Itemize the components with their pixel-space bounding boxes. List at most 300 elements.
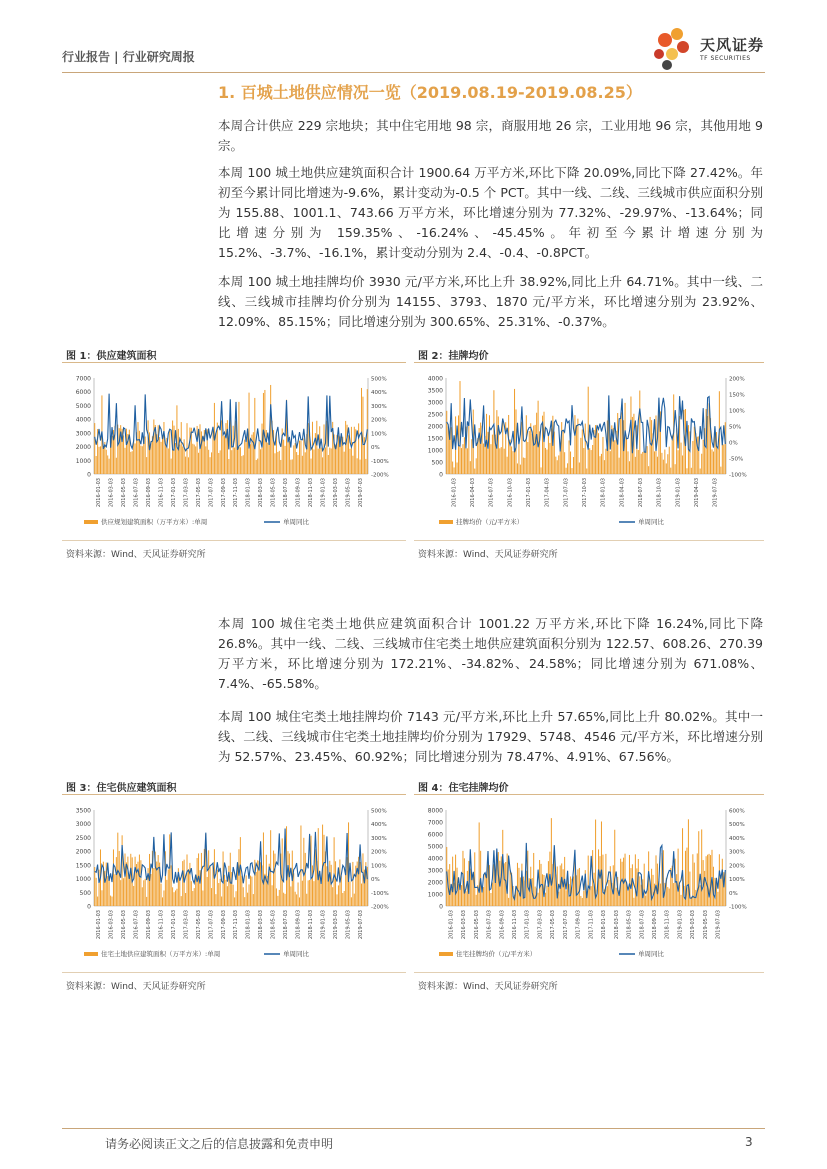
bar bbox=[486, 875, 487, 906]
bar bbox=[599, 456, 600, 474]
bar bbox=[238, 402, 239, 474]
bar bbox=[354, 894, 355, 906]
bar bbox=[543, 412, 544, 474]
left-axis-tick: 2000 bbox=[75, 848, 91, 856]
bar bbox=[717, 892, 718, 906]
left-axis-tick: 3000 bbox=[75, 821, 91, 829]
bar bbox=[722, 859, 723, 906]
left-axis-tick: 2000 bbox=[427, 879, 443, 887]
bar bbox=[244, 440, 245, 474]
x-axis-tick: 2018-05-03 bbox=[626, 910, 633, 940]
bar bbox=[619, 458, 620, 474]
bar bbox=[205, 446, 206, 474]
bar bbox=[133, 886, 134, 906]
bar bbox=[365, 459, 366, 474]
bar bbox=[289, 441, 290, 474]
bar bbox=[220, 879, 221, 906]
bar bbox=[309, 880, 310, 906]
bar bbox=[251, 877, 252, 906]
bar bbox=[457, 462, 458, 474]
bar bbox=[692, 854, 693, 906]
bar bbox=[614, 440, 615, 474]
x-axis-tick: 2018-05-03 bbox=[270, 478, 277, 508]
bar bbox=[608, 880, 609, 906]
left-axis-tick: 5000 bbox=[75, 402, 91, 410]
bar bbox=[283, 440, 284, 474]
bar bbox=[185, 457, 186, 474]
bar bbox=[227, 886, 228, 906]
bar bbox=[641, 454, 642, 474]
bar bbox=[187, 854, 188, 906]
bar bbox=[285, 894, 286, 906]
bar bbox=[710, 855, 711, 906]
bar bbox=[470, 461, 471, 474]
bar bbox=[262, 424, 263, 474]
bar bbox=[461, 885, 462, 906]
left-axis-tick: 3500 bbox=[75, 807, 91, 815]
bar bbox=[692, 441, 693, 474]
bar bbox=[195, 875, 196, 906]
x-axis-tick: 2019-07-03 bbox=[357, 478, 364, 508]
paragraph-supply-area: 本周 100 城土地供应建筑面积合计 1900.64 万平方米,环比下降 20.09%,同比下降 27.42%。年初至今累计同比增速为-9.6%，累计变动为-0.5 个 PCT。其中一线、二线、三线城市供应面积分别为 155.88、1001.1、743.66 万平方米，环比增速分别为 77.32%、-29.97%、-13.64%；同比增速分别为 159.35%、-16.24%、-45.45%。年初至今累计增速分别为 15.2%、-3.7%、-16.1%，累计变动分别为 2.4、-0.4、-0.8PCT。 bbox=[218, 165, 763, 260]
bar bbox=[339, 859, 340, 906]
right-axis-tick: 300% bbox=[371, 403, 387, 410]
bar bbox=[451, 889, 452, 906]
bar bbox=[143, 441, 144, 474]
bar bbox=[299, 897, 300, 906]
x-axis-tick: 2018-11-03 bbox=[307, 910, 314, 940]
right-axis-tick: 0% bbox=[371, 445, 380, 452]
bar bbox=[449, 864, 450, 906]
bar bbox=[285, 446, 286, 474]
bar bbox=[476, 895, 477, 906]
bar bbox=[461, 448, 462, 474]
bar bbox=[243, 455, 244, 474]
bar bbox=[666, 463, 667, 474]
bar bbox=[349, 449, 350, 474]
bar bbox=[554, 432, 555, 474]
right-axis-tick: 600% bbox=[729, 808, 745, 815]
bar bbox=[302, 456, 303, 474]
bar bbox=[290, 886, 291, 906]
bar bbox=[510, 869, 511, 906]
x-axis-tick: 2016-01-03 bbox=[96, 910, 103, 940]
bar bbox=[336, 894, 337, 906]
bar bbox=[589, 448, 590, 474]
x-axis-tick: 2016-03-03 bbox=[108, 478, 115, 508]
bar bbox=[107, 876, 108, 906]
bar bbox=[661, 453, 662, 474]
bar bbox=[694, 863, 695, 906]
x-axis-tick: 2017-01-03 bbox=[170, 478, 177, 508]
bar bbox=[604, 460, 605, 474]
bar bbox=[538, 401, 539, 474]
bar bbox=[221, 896, 222, 906]
bar bbox=[179, 445, 180, 474]
right-axis-tick: 200% bbox=[729, 863, 745, 870]
bar bbox=[313, 449, 314, 474]
left-axis-tick: 8000 bbox=[427, 807, 443, 815]
bar bbox=[561, 422, 562, 474]
left-axis-tick: 2000 bbox=[427, 423, 443, 431]
bar bbox=[352, 862, 353, 906]
bar bbox=[524, 458, 525, 474]
right-axis-tick: 100% bbox=[729, 877, 745, 884]
right-axis-tick: 500% bbox=[371, 808, 387, 815]
bar bbox=[276, 888, 277, 906]
bar bbox=[302, 881, 303, 906]
bar bbox=[254, 398, 255, 474]
bar bbox=[657, 457, 658, 474]
bar bbox=[146, 457, 147, 474]
bar bbox=[308, 423, 309, 474]
paragraph-supply-count: 本周合计供应 229 宗地块；其中住宅用地 98 宗，商服用地 26 宗，工业用地 96 宗，其他用地 9 宗。 bbox=[218, 118, 763, 153]
left-axis-tick: 500 bbox=[79, 889, 91, 897]
bar bbox=[465, 891, 466, 906]
bar bbox=[233, 885, 234, 906]
right-axis-tick: -100% bbox=[371, 890, 389, 897]
bar bbox=[344, 452, 345, 474]
bar bbox=[342, 893, 343, 906]
bar bbox=[127, 857, 128, 906]
bar bbox=[218, 883, 219, 906]
bar bbox=[536, 413, 537, 474]
page-number: 3 bbox=[745, 1135, 753, 1149]
bar bbox=[703, 440, 704, 474]
legend-line-label: 单周同比 bbox=[283, 950, 309, 958]
x-axis-tick: 2016-09-03 bbox=[499, 910, 506, 940]
bar bbox=[241, 456, 242, 474]
bar bbox=[529, 431, 530, 474]
brand-sub: TF SECURITIES bbox=[700, 55, 751, 62]
bar bbox=[253, 432, 254, 474]
legend-bar-swatch bbox=[84, 952, 98, 956]
bar bbox=[653, 875, 654, 906]
fig3-chart bbox=[62, 800, 406, 968]
bar bbox=[357, 458, 358, 474]
bar bbox=[225, 880, 226, 906]
x-axis-tick: 2017-09-03 bbox=[220, 910, 227, 940]
fig2-chart bbox=[414, 368, 764, 536]
left-axis-tick: 500 bbox=[431, 459, 443, 467]
right-axis-tick: -50% bbox=[729, 456, 744, 463]
bar bbox=[250, 876, 251, 906]
left-axis-tick: 4000 bbox=[75, 416, 91, 424]
bar bbox=[644, 451, 645, 474]
bar bbox=[707, 855, 708, 906]
bar bbox=[319, 426, 320, 474]
bar bbox=[119, 428, 120, 474]
x-axis-tick: 2017-09-03 bbox=[575, 910, 582, 940]
bar bbox=[277, 452, 278, 474]
bar bbox=[94, 867, 95, 906]
bar bbox=[335, 861, 336, 906]
bar bbox=[306, 894, 307, 906]
bar bbox=[243, 887, 244, 906]
bar bbox=[182, 861, 183, 906]
bar bbox=[225, 423, 226, 474]
x-axis-tick: 2017-11-03 bbox=[233, 478, 240, 508]
bar bbox=[517, 463, 518, 474]
bar bbox=[479, 822, 480, 906]
x-axis-tick: 2019-03-03 bbox=[690, 910, 697, 940]
bar bbox=[318, 449, 319, 474]
bar bbox=[188, 870, 189, 906]
bar bbox=[518, 868, 519, 906]
bar bbox=[326, 421, 327, 474]
bar bbox=[228, 866, 229, 906]
bar bbox=[508, 898, 509, 906]
bar bbox=[627, 890, 628, 906]
bar bbox=[360, 862, 361, 906]
bar bbox=[476, 458, 477, 474]
bar bbox=[698, 831, 699, 906]
x-axis-tick: 2017-01-03 bbox=[170, 910, 177, 940]
fig4-bottom-rule bbox=[414, 972, 764, 973]
bar bbox=[217, 870, 218, 906]
bar bbox=[236, 891, 237, 906]
right-axis-tick: -100% bbox=[729, 472, 747, 479]
bar bbox=[362, 397, 363, 474]
bar bbox=[654, 451, 655, 474]
bar bbox=[169, 834, 170, 906]
bar bbox=[114, 874, 115, 906]
bar bbox=[224, 875, 225, 906]
bar bbox=[175, 443, 176, 474]
bar bbox=[332, 887, 333, 906]
bar bbox=[113, 849, 114, 906]
x-axis-tick: 2017-05-03 bbox=[550, 910, 557, 940]
bar bbox=[228, 459, 229, 474]
x-axis-tick: 2019-05-03 bbox=[345, 478, 352, 508]
bar bbox=[321, 448, 322, 474]
bar bbox=[305, 853, 306, 906]
bar bbox=[639, 391, 640, 474]
bar bbox=[660, 884, 661, 906]
right-axis-tick: 400% bbox=[371, 822, 387, 829]
bar bbox=[614, 830, 615, 906]
bar bbox=[161, 884, 162, 906]
bar bbox=[125, 854, 126, 906]
bar bbox=[282, 838, 283, 906]
bar bbox=[720, 467, 721, 474]
bar bbox=[648, 466, 649, 474]
fig2-bottom-rule bbox=[414, 540, 764, 541]
bar bbox=[238, 849, 239, 906]
bar bbox=[125, 448, 126, 474]
bar bbox=[100, 446, 101, 474]
bar bbox=[189, 863, 190, 906]
x-axis-tick: 2017-05-03 bbox=[195, 478, 202, 508]
x-axis-tick: 2016-07-03 bbox=[486, 910, 493, 940]
right-axis-tick: 400% bbox=[371, 390, 387, 397]
bar bbox=[520, 465, 521, 474]
fig3-top-rule bbox=[62, 794, 406, 795]
bar bbox=[362, 853, 363, 906]
right-axis-tick: 0% bbox=[371, 877, 380, 884]
x-axis-tick: 2017-07-03 bbox=[208, 478, 215, 508]
bar bbox=[564, 452, 565, 474]
bar bbox=[605, 854, 606, 906]
bar bbox=[701, 829, 702, 906]
bar bbox=[511, 446, 512, 474]
bar bbox=[240, 837, 241, 906]
bar bbox=[293, 873, 294, 906]
right-axis-tick: 150% bbox=[729, 392, 745, 399]
bar bbox=[215, 433, 216, 474]
left-axis-tick: 1000 bbox=[75, 876, 91, 884]
left-axis-tick: 2500 bbox=[75, 834, 91, 842]
bar bbox=[212, 429, 213, 474]
left-axis-tick: 6000 bbox=[427, 831, 443, 839]
bar bbox=[672, 436, 673, 474]
bar bbox=[184, 860, 185, 906]
bar bbox=[240, 447, 241, 474]
bar bbox=[580, 896, 581, 906]
bar bbox=[148, 420, 149, 474]
bar bbox=[449, 437, 450, 474]
bar bbox=[210, 865, 211, 906]
bar bbox=[202, 439, 203, 474]
bar bbox=[563, 431, 564, 474]
right-axis-tick: 400% bbox=[729, 835, 745, 842]
bar bbox=[253, 894, 254, 906]
legend-bar-label: 住宅挂牌均价（元/平方米） bbox=[456, 950, 537, 958]
header-title: 行业报告 | 行业研究周报 bbox=[62, 50, 195, 64]
bar bbox=[548, 434, 549, 474]
bar bbox=[514, 389, 515, 474]
bar bbox=[686, 848, 687, 906]
bar bbox=[202, 891, 203, 906]
bar bbox=[459, 381, 460, 474]
legend-bar-swatch bbox=[84, 520, 98, 524]
x-axis-tick: 2017-03-03 bbox=[537, 910, 544, 940]
x-axis-tick: 2016-07-03 bbox=[133, 478, 140, 508]
bar bbox=[234, 448, 235, 474]
x-axis-tick: 2018-03-03 bbox=[613, 910, 620, 940]
x-axis-tick: 2016-07-03 bbox=[133, 910, 140, 940]
bar bbox=[689, 872, 690, 906]
bar bbox=[168, 869, 169, 906]
bar bbox=[566, 468, 567, 474]
bar bbox=[483, 887, 484, 906]
bar bbox=[620, 416, 621, 474]
legend-line-label: 单周同比 bbox=[638, 518, 664, 526]
bar bbox=[667, 454, 668, 474]
bar bbox=[254, 860, 255, 906]
bar bbox=[227, 420, 228, 474]
legend-bar-swatch bbox=[439, 952, 453, 956]
bar bbox=[163, 422, 164, 474]
bar bbox=[610, 451, 611, 474]
x-axis-tick: 2016-01-03 bbox=[96, 478, 103, 508]
x-axis-tick: 2017-11-03 bbox=[588, 910, 595, 940]
bar bbox=[558, 455, 559, 474]
bar bbox=[722, 444, 723, 474]
bar bbox=[483, 444, 484, 474]
bar bbox=[139, 431, 140, 474]
bar bbox=[452, 462, 453, 474]
bar bbox=[211, 452, 212, 474]
legend-line-label: 单周同比 bbox=[638, 950, 664, 958]
bar bbox=[351, 427, 352, 474]
bar bbox=[655, 855, 656, 906]
bar bbox=[218, 453, 219, 474]
bar bbox=[208, 450, 209, 474]
bar bbox=[345, 421, 346, 474]
x-axis-tick: 2018-11-03 bbox=[664, 910, 671, 940]
right-axis-tick: 500% bbox=[729, 822, 745, 829]
right-axis-tick: -200% bbox=[371, 904, 389, 911]
left-axis-tick: 5000 bbox=[427, 843, 443, 851]
bar bbox=[166, 880, 167, 906]
left-axis-tick: 7000 bbox=[75, 375, 91, 383]
bar bbox=[471, 439, 472, 474]
bar bbox=[682, 455, 683, 474]
bar bbox=[231, 450, 232, 474]
bar bbox=[338, 435, 339, 474]
x-axis-tick: 2019-03-03 bbox=[332, 478, 339, 508]
bar bbox=[94, 423, 95, 474]
bar bbox=[207, 877, 208, 906]
bar bbox=[546, 450, 547, 474]
bar bbox=[638, 450, 639, 474]
bar bbox=[194, 888, 195, 906]
legend-bar-label: 挂牌均价（元/平方米） bbox=[456, 518, 524, 526]
bar bbox=[523, 458, 524, 474]
x-axis-tick: 2017-01-03 bbox=[526, 478, 532, 508]
bar bbox=[492, 882, 493, 906]
bar bbox=[101, 890, 102, 906]
fig4-title: 图 4：住宅挂牌均价 bbox=[418, 783, 509, 794]
bar bbox=[185, 893, 186, 906]
bar bbox=[298, 455, 299, 474]
bar bbox=[629, 461, 630, 474]
header-divider bbox=[62, 72, 765, 73]
x-axis-tick: 2016-11-03 bbox=[158, 910, 165, 940]
right-axis-tick: 100% bbox=[729, 408, 745, 415]
bar bbox=[588, 856, 589, 906]
bar bbox=[326, 866, 327, 906]
bar bbox=[493, 864, 494, 906]
x-axis-tick: 2018-01-03 bbox=[245, 910, 252, 940]
x-axis-tick: 2017-09-03 bbox=[220, 478, 227, 508]
x-axis-tick: 2018-05-03 bbox=[270, 910, 277, 940]
bar bbox=[260, 862, 261, 906]
bar bbox=[644, 864, 645, 906]
bar bbox=[181, 422, 182, 474]
bar bbox=[179, 878, 180, 906]
legend-bar-label: 住宅土地供应建筑面积（万平方米）:单周 bbox=[101, 950, 221, 958]
bar bbox=[583, 448, 584, 474]
left-axis-tick: 0 bbox=[439, 471, 443, 479]
bar bbox=[116, 857, 117, 906]
bar bbox=[161, 442, 162, 474]
bar bbox=[586, 469, 587, 474]
left-axis-tick: 2500 bbox=[427, 411, 443, 419]
bar bbox=[142, 446, 143, 474]
bar bbox=[215, 894, 216, 906]
bar bbox=[725, 422, 726, 474]
bar bbox=[208, 850, 209, 906]
bar bbox=[574, 415, 575, 474]
bar bbox=[135, 443, 136, 474]
x-axis-tick: 2019-05-03 bbox=[702, 910, 709, 940]
bar bbox=[338, 885, 339, 906]
x-axis-tick: 2018-07-03 bbox=[283, 478, 290, 508]
footer-divider bbox=[62, 1128, 765, 1129]
bar bbox=[329, 861, 330, 906]
